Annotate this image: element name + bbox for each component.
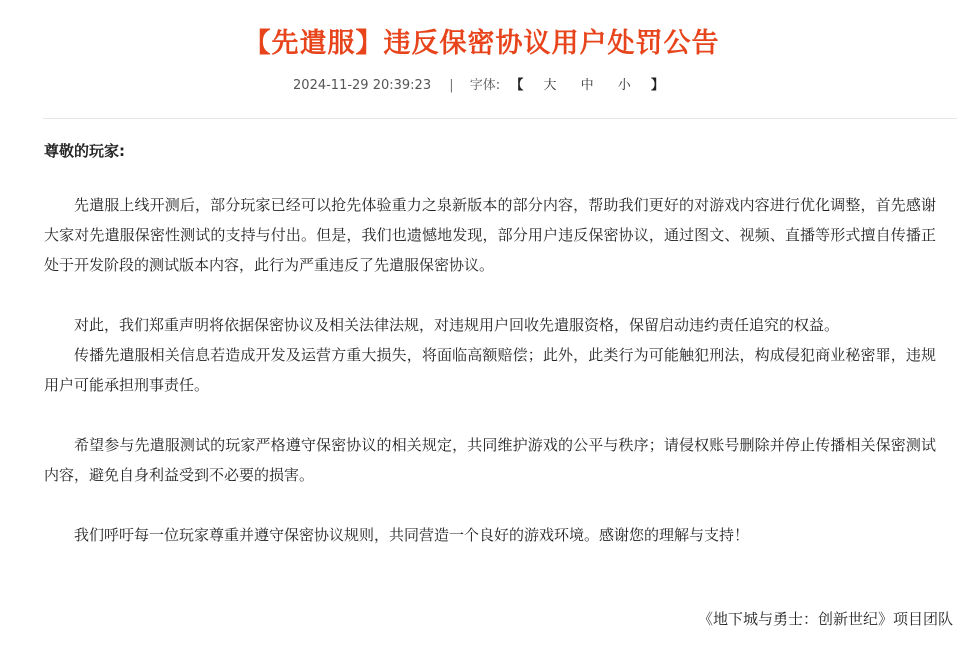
paragraph-consequences: 传播先遣服相关信息若造成开发及运营方重大损失，将面临高额赔偿；此外，此类行为可能触犯刑法，构成侵犯商业秘密罪，违规用户可能承担刑事责任。 [44,346,936,394]
font-size-large-link[interactable]: 大 [543,78,557,93]
page-title: 【先遣服】违反保密协议用户处罚公告 [243,28,720,59]
font-size-bracket-close: 】 [650,78,664,93]
font-size-bracket-open: 【 [510,78,524,93]
paragraph-intro: 先遣服上线开测后，部分玩家已经可以抢先体验重力之泉新版本的部分内容，帮助我们更好的对游戏内容进行优化调整，首先感谢大家对先遣服保密性测试的支持与付出。但是，我们也遗憾地发现，部分用户违反保密协议，通过图文、视频、直播等形式擅自传播正处于开发阶段的测试版本内容，此行为严重违反了先遣服保密协议。 [44,196,936,274]
font-size-label: 字体: [469,78,501,93]
spacer [44,490,936,520]
meta-separator: | [449,78,454,93]
article-body [44,136,936,550]
header-divider [43,118,957,119]
paragraph-closing: 我们呼吁每一位玩家尊重并遵守保密协议规则，共同营造一个良好的游戏环境。感谢您的理解与支持！ [74,526,750,544]
font-size-small-link[interactable]: 小 [617,78,631,93]
publish-date: 2024-11-29 20:39:23 [293,78,432,93]
spacer [44,166,936,190]
paragraph-request: 希望参与先遣服测试的玩家严格遵守保密协议的相关规定，共同维护游戏的公平与秩序；请侵权账号删除并停止传播相关保密测试内容，避免自身利益受到不必要的损害。 [44,436,936,484]
article-meta [0,76,963,96]
font-size-medium-link[interactable]: 中 [580,78,594,93]
greeting: 尊敬的玩家: [44,142,125,160]
signature: 《地下城与勇士：创新世纪》项目团队 [697,610,953,628]
spacer [44,400,936,430]
paragraph-statement: 对此，我们郑重声明将依据保密协议及相关法律法规，对违规用户回收先遣服资格，保留启动违约责任追究的权益。 [74,316,840,334]
spacer [44,280,936,310]
